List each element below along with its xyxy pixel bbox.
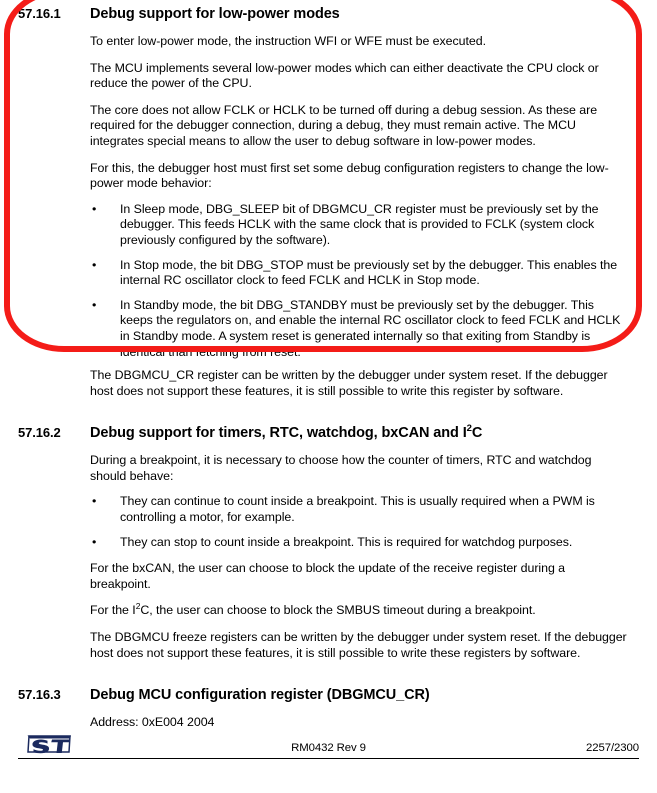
low-power-mode-bullet-list [90, 202, 629, 360]
paragraph: The core does not allow FCLK or HCLK to be turned off during a debug session. As these are required for the debugger connection, during a debug, they must remain active. The MCU integrates special means to allow the user to debug software in low-power modes. [90, 102, 598, 148]
footer-divider [18, 758, 639, 759]
section-title [90, 425, 639, 441]
superscript-2: 2 [135, 601, 141, 612]
list-item-text: In Standby mode, the bit DBG_STANDBY must be previously set by the debugger. This keeps the regulators on, and enable the internal RC oscillator clock to feed FCLK and HCLK in Standby mode. A system reset is generated internally so that exiting from Standby is identical than fetching from reset. [120, 297, 621, 359]
list-item [90, 258, 629, 289]
section-heading-57-16-1 [0, 6, 657, 22]
spacer [0, 661, 657, 687]
paragraph: The DBGMCU freeze registers can be written by the debugger under system reset. If the debugger host does not support these features, it is still possible to write these registers by software. [90, 630, 627, 660]
section-number: 57.16.2 [18, 425, 61, 441]
register-address-line: Address: 0xE004 2004 [90, 715, 215, 730]
bullet-icon: • [92, 494, 97, 509]
section-heading-57-16-2 [0, 425, 657, 441]
footer-revision: RM0432 Rev 9 [291, 742, 366, 754]
spacer [0, 441, 657, 453]
spacer [0, 703, 657, 715]
paragraph: The MCU implements several low-power modes which can either deactivate the CPU clock or reduce the power of the CPU. [90, 60, 599, 91]
paragraph-part: C, the user can choose to block the SMBUS timeout during a breakpoint. [140, 603, 536, 618]
list-item [90, 298, 629, 360]
paragraph-part: For the I [90, 603, 136, 618]
page-footer [18, 729, 639, 775]
list-item [90, 535, 629, 551]
paragraph [90, 603, 629, 619]
bullet-icon: • [92, 534, 97, 549]
breakpoint-behavior-bullet-list [90, 494, 629, 550]
section-number: 57.16.3 [18, 687, 61, 703]
section-number: 57.16.1 [18, 6, 61, 21]
list-item [90, 202, 629, 249]
bullet-icon: • [92, 201, 97, 216]
section-57-16-1-trailing [0, 368, 657, 399]
list-item-text: In Stop mode, the bit DBG_STOP must be previously set by the debugger. This enables the internal RC oscillator clock to feed FCLK and HCLK in Stop mode. [120, 257, 618, 288]
spacer [0, 360, 657, 368]
section-57-16-2-body [0, 453, 657, 661]
spacer [0, 22, 657, 34]
footer-page-number: 2257/2300 [586, 742, 639, 754]
superscript-2: 2 [466, 423, 472, 435]
footer-row [18, 729, 639, 759]
section-heading-57-16-3 [0, 687, 657, 703]
section-title-part: Debug support for timers, RTC, watchdog, bxCAN and I [90, 425, 467, 442]
list-item-text: They can stop to count inside a breakpoint. This is required for watchdog purposes. [120, 534, 573, 549]
paragraph: For the bxCAN, the user can choose to block the update of the receive register during a breakpoint. [90, 561, 566, 591]
paragraph: For this, the debugger host must first set some debug configuration registers to change the low-power mode behavior: [90, 160, 609, 191]
bullet-icon: • [92, 257, 97, 272]
list-item-text: They can continue to count inside a breakpoint. This is usually required when a PWM is controlling a motor, for example. [120, 494, 595, 525]
paragraph: The DBGMCU_CR register can be written by the debugger under system reset. If the debugger host does not support these features, it is still possible to write this register by software. [90, 368, 608, 398]
paragraph: To enter low-power mode, the instruction WFI or WFE must be executed. [90, 34, 486, 48]
section-title-part: C [471, 425, 483, 442]
section-title: Debug support for low-power modes [90, 6, 340, 22]
bullet-icon: • [92, 297, 97, 312]
section-title: Debug MCU configuration register (DBGMCU_CR) [90, 687, 430, 704]
section-57-16-1-body [0, 34, 657, 360]
paragraph: During a breakpoint, it is necessary to choose how the counter of timers, RTC and watchdog should behave: [90, 453, 592, 483]
spacer [0, 399, 657, 425]
list-item [90, 494, 629, 525]
list-item-text: In Sleep mode, DBG_SLEEP bit of DBGMCU_CR register must be previously set by the debugger. This feeds HCLK with the same clock that is provided to FCLK (system clock previously configured by the software). [120, 201, 599, 247]
